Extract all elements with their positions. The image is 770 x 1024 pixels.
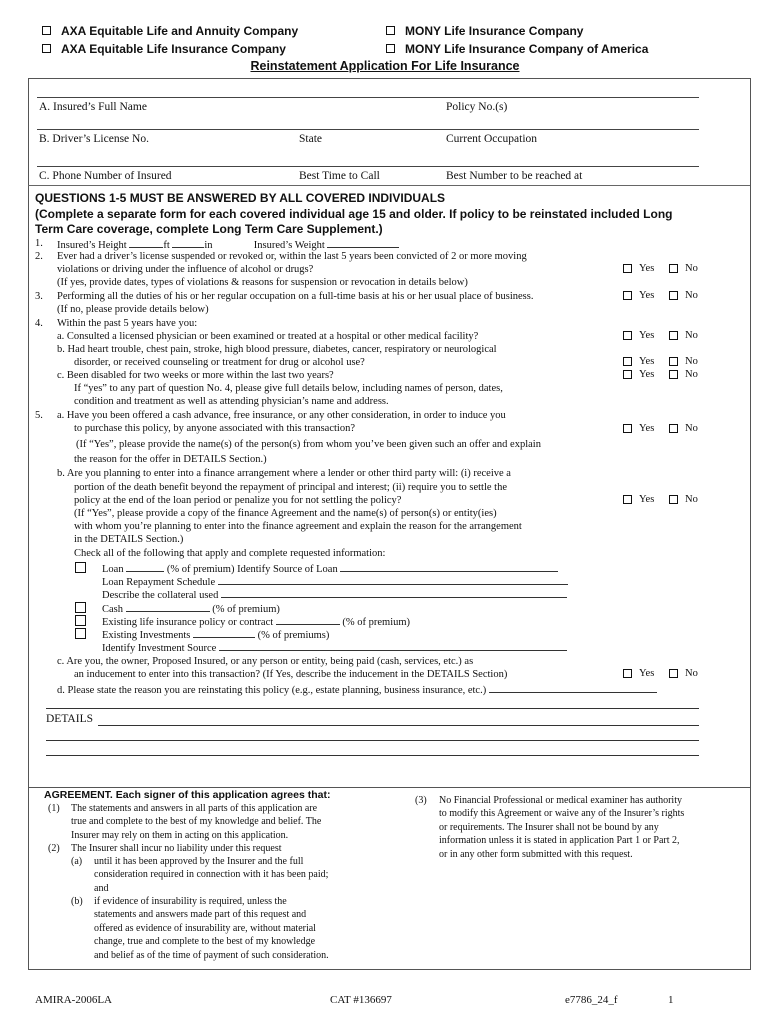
agreement-text: No Financial Professional or medical examiner has authority bbox=[439, 795, 682, 806]
q4b-yes-checkbox[interactable] bbox=[623, 357, 632, 366]
agreement-text: consideration required in connection with it has been paid; bbox=[94, 869, 329, 881]
existing-life-label: Existing life insurance policy or contract bbox=[102, 617, 274, 628]
q5b-yes-checkbox[interactable] bbox=[623, 495, 632, 504]
q3-yes-no bbox=[623, 290, 733, 303]
question-5d-row bbox=[57, 682, 657, 697]
agreement-text: offered as evidence of insurability are, without material bbox=[94, 922, 316, 934]
agreement-text: or requirements. The Insurer shall not be bound by any bbox=[439, 821, 659, 833]
no-label: No bbox=[685, 263, 698, 274]
details-line[interactable] bbox=[98, 725, 699, 726]
form-title-text: Reinstatement Application For Life Insurance bbox=[250, 59, 520, 73]
q4a-yes-no bbox=[623, 330, 733, 343]
question-4-note: If “yes” to any part of question No. 4, please give full details below, including names of person, dates, bbox=[74, 383, 503, 394]
agreement-item-3 bbox=[439, 794, 724, 861]
questions-subheading: Term Care coverage, complete Long Term Care Supplement.) bbox=[35, 222, 383, 236]
question-5b-text: b. Are you planning to enter into a finance arrangement where a lender or other third party will: (i) receive a bbox=[57, 468, 511, 479]
q2-yes-no bbox=[623, 263, 733, 276]
investment-source-row bbox=[102, 640, 567, 655]
q4c-yes-checkbox[interactable] bbox=[623, 370, 632, 379]
q5c-no-checkbox[interactable] bbox=[669, 669, 678, 678]
collateral-field[interactable] bbox=[221, 587, 567, 598]
occupation-label: Current Occupation bbox=[446, 133, 538, 145]
yes-label: Yes bbox=[639, 668, 655, 679]
agreement-text: information unless it is stated in application Part 1 or Part 2, bbox=[439, 835, 680, 847]
question-number: 4. bbox=[35, 318, 43, 329]
company-option-axa-ela bbox=[42, 24, 298, 38]
loan-source-label: (% of premium) Identify Source of Loan bbox=[166, 564, 338, 575]
best-number-label: Best Number to be reached at bbox=[446, 170, 583, 182]
insured-name-label: A. Insured’s Full Name bbox=[39, 101, 147, 113]
collateral-label: Describe the collateral used bbox=[102, 590, 219, 601]
no-label: No bbox=[685, 290, 698, 301]
loan-source-field[interactable] bbox=[340, 561, 558, 572]
height-in-field[interactable] bbox=[172, 237, 204, 248]
drivers-license-label: B. Driver’s License No. bbox=[39, 133, 149, 145]
yes-label: Yes bbox=[639, 356, 655, 367]
q2-no-checkbox[interactable] bbox=[669, 264, 678, 273]
company-checkbox[interactable] bbox=[42, 26, 51, 35]
no-label: No bbox=[685, 369, 698, 380]
question-2-note: (If yes, provide dates, types of violations & reasons for suspension or revocation in details below) bbox=[57, 277, 468, 288]
q4c-no-checkbox[interactable] bbox=[669, 370, 678, 379]
footer-page-number: 1 bbox=[668, 994, 674, 1006]
questions-subheading: (Complete a separate form for each covered individual age 15 and older. If policy to be reinstated included Long bbox=[35, 207, 673, 221]
existing-life-checkbox[interactable] bbox=[75, 615, 86, 626]
question-number: 3. bbox=[35, 291, 43, 302]
in-label: in bbox=[204, 240, 213, 251]
question-5b-note: in the DETAILS Section.) bbox=[74, 534, 184, 545]
q4a-no-checkbox[interactable] bbox=[669, 331, 678, 340]
question-3-text: Performing all the duties of his or her regular occupation on a full-time basis at his or her usual place of business. bbox=[57, 291, 534, 302]
company-checkbox[interactable] bbox=[386, 44, 395, 53]
details-line[interactable] bbox=[46, 740, 699, 741]
existing-life-pct-label: (% of premium) bbox=[342, 617, 411, 628]
q4b-yes-no bbox=[623, 356, 733, 369]
cash-pct-label: (% of premium) bbox=[212, 604, 280, 615]
question-4c-text: c. Been disabled for two weeks or more within the last two years? bbox=[57, 370, 334, 381]
cash-checkbox[interactable] bbox=[75, 602, 86, 613]
question-5a-text: a. Have you been offered a cash advance, free insurance, or any other consideration, in order to induce you bbox=[57, 410, 506, 421]
agreement-item-2: The Insurer shall incur no liability under this request bbox=[71, 843, 282, 854]
yes-label: Yes bbox=[639, 423, 655, 434]
agreement-text: until it has been approved by the Insurer and the full bbox=[94, 856, 304, 867]
q5b-yes-no bbox=[623, 494, 733, 507]
loan-pct-field[interactable] bbox=[126, 561, 164, 572]
existing-investments-checkbox[interactable] bbox=[75, 628, 86, 639]
section-divider bbox=[28, 185, 750, 186]
investment-source-label: Identify Investment Source bbox=[102, 643, 217, 654]
yes-label: Yes bbox=[639, 330, 655, 341]
policy-no-label: Policy No.(s) bbox=[446, 101, 508, 113]
question-5d-text: d. Please state the reason you are reinstating this policy (e.g., estate planning, business insurance, etc.) bbox=[57, 685, 487, 696]
company-label: AXA Equitable Life and Annuity Company bbox=[61, 24, 299, 38]
question-5a-text: to purchase this policy, by anyone associated with this transaction? bbox=[74, 423, 355, 434]
best-time-label: Best Time to Call bbox=[299, 170, 380, 182]
weight-label: Insured’s Weight bbox=[253, 240, 325, 251]
question-5a-note: the reason for the offer in DETAILS Section.) bbox=[74, 454, 267, 465]
question-5a-note: (If “Yes”, please provide the name(s) of the person(s) from whom you’ve been given such an offer and explain bbox=[76, 439, 541, 450]
company-checkbox[interactable] bbox=[386, 26, 395, 35]
q5a-yes-checkbox[interactable] bbox=[623, 424, 632, 433]
question-4b-text: b. Had heart trouble, chest pain, stroke, high blood pressure, diabetes, cancer, respiratory or neurological bbox=[57, 344, 497, 355]
loan-schedule-label: Loan Repayment Schedule bbox=[102, 577, 216, 588]
question-4-note: condition and treatment as well as attending physician’s name and address. bbox=[74, 396, 389, 407]
reinstate-reason-line bbox=[46, 708, 699, 709]
loan-label: Loan bbox=[102, 564, 124, 575]
agreement-item-1 bbox=[71, 802, 363, 842]
q5c-yes-no bbox=[623, 668, 733, 681]
phone-label: C. Phone Number of Insured bbox=[39, 170, 172, 182]
height-ft-field[interactable] bbox=[129, 237, 163, 248]
q5c-yes-checkbox[interactable] bbox=[623, 669, 632, 678]
yes-label: Yes bbox=[639, 290, 655, 301]
agreement-item-2b bbox=[94, 895, 363, 962]
question-5b-text: policy at the end of the loan period or penalize you for not settling the policy? bbox=[74, 495, 402, 506]
no-label: No bbox=[685, 423, 698, 434]
field-line bbox=[37, 166, 699, 167]
company-label: AXA Equitable Life Insurance Company bbox=[61, 42, 286, 56]
q3-no-checkbox[interactable] bbox=[669, 291, 678, 300]
existing-life-pct-field[interactable] bbox=[276, 614, 340, 625]
cash-pct-field[interactable] bbox=[126, 601, 210, 612]
agreement-item-2a bbox=[94, 855, 363, 895]
agreement-item-number: (a) bbox=[71, 856, 83, 867]
existing-investments-pct-label: (% of premiums) bbox=[257, 630, 330, 641]
collateral-row bbox=[102, 587, 567, 602]
state-label: State bbox=[299, 133, 322, 145]
questions-heading: QUESTIONS 1-5 MUST BE ANSWERED BY ALL COVERED INDIVIDUALS bbox=[35, 191, 446, 205]
q5a-yes-no bbox=[623, 423, 733, 436]
question-4b-text: disorder, or received counseling or treatment for drug or alcohol use? bbox=[74, 357, 365, 368]
existing-investments-label: Existing Investments bbox=[102, 630, 191, 641]
existing-investments-pct-field[interactable] bbox=[193, 627, 255, 638]
height-label: Insured’s Height bbox=[57, 240, 127, 251]
agreement-text: or in any other form submitted with this request. bbox=[439, 848, 633, 860]
cash-label: Cash bbox=[102, 604, 123, 615]
q4a-yes-checkbox[interactable] bbox=[623, 331, 632, 340]
question-2-text: violations or driving under the influence of alcohol or drugs? bbox=[57, 264, 314, 275]
company-checkbox[interactable] bbox=[42, 44, 51, 53]
agreement-text: true and complete to the best of my knowledge and belief. The bbox=[71, 816, 322, 828]
q2-yes-checkbox[interactable] bbox=[623, 264, 632, 273]
agreement-text: The statements and answers in all parts of this application are bbox=[71, 803, 318, 814]
q3-yes-checkbox[interactable] bbox=[623, 291, 632, 300]
question-3-note: (If no, please provide details below) bbox=[57, 304, 209, 315]
loan-schedule-field[interactable] bbox=[218, 574, 568, 585]
agreement-text: statements and answers made part of this request and bbox=[94, 909, 307, 921]
field-line bbox=[37, 97, 699, 98]
agreement-item-number: (1) bbox=[48, 803, 60, 814]
agreement-text: if evidence of insurability is required, unless the bbox=[94, 896, 287, 907]
question-5b-note: (If “Yes”, please provide a copy of the finance Agreement and the name(s) of person(s) or entity(ies) bbox=[74, 508, 497, 519]
loan-checkbox[interactable] bbox=[75, 562, 86, 573]
company-option-axa-eli bbox=[42, 42, 286, 56]
agreement-heading: AGREEMENT. Each signer of this application agrees that: bbox=[44, 789, 331, 801]
field-line bbox=[37, 129, 699, 130]
company-option-mony-america bbox=[386, 42, 648, 56]
footer-form-number: AMIRA-2006LA bbox=[35, 994, 112, 1006]
question-number: 5. bbox=[35, 410, 43, 421]
no-label: No bbox=[685, 330, 698, 341]
question-5c-text: c. Are you, the owner, Proposed Insured, or any person or entity, being paid (cash, services, etc.) as bbox=[57, 656, 474, 667]
yes-label: Yes bbox=[639, 369, 655, 380]
agreement-text: Insurer may rely on them in acting on this application. bbox=[71, 829, 289, 841]
company-option-mony bbox=[386, 24, 583, 38]
agreement-item-number: (b) bbox=[71, 896, 83, 907]
question-4-text: Within the past 5 years have you: bbox=[57, 318, 198, 329]
ft-label: ft bbox=[163, 240, 170, 251]
q4b-no-checkbox[interactable] bbox=[669, 357, 678, 366]
company-label: MONY Life Insurance Company of America bbox=[405, 42, 649, 56]
reinstate-reason-field[interactable] bbox=[489, 682, 657, 693]
question-number: 2. bbox=[35, 251, 43, 262]
question-4a-text: a. Consulted a licensed physician or been examined or treated at a hospital or other medical facility? bbox=[57, 331, 479, 342]
company-label: MONY Life Insurance Company bbox=[405, 24, 584, 38]
details-line[interactable] bbox=[46, 755, 699, 756]
question-number: 1. bbox=[35, 238, 43, 249]
no-label: No bbox=[685, 668, 698, 679]
footer-form-code: e7786_24_f bbox=[565, 994, 618, 1006]
question-5b-note: with whom you’re planning to enter into the finance agreement and explain the reason for the arrangement bbox=[74, 521, 522, 532]
agreement-text: change, true and complete to the best of my knowledge bbox=[94, 936, 316, 948]
weight-field[interactable] bbox=[327, 237, 399, 248]
agreement-text: and bbox=[94, 882, 109, 894]
yes-label: Yes bbox=[639, 494, 655, 505]
agreement-text: to modify this Agreement or waive any of the Insurer’s rights bbox=[439, 808, 685, 820]
footer-cat-number: CAT #136697 bbox=[330, 994, 392, 1006]
q4c-yes-no bbox=[623, 369, 733, 382]
question-5b-text: portion of the death benefit beyond the repayment of principal and interest; (ii) require you to settle the bbox=[74, 482, 507, 493]
q5a-no-checkbox[interactable] bbox=[669, 424, 678, 433]
no-label: No bbox=[685, 494, 698, 505]
question-2-text: Ever had a driver’s license suspended or revoked or, within the last 5 years been convicted of 2 or more moving bbox=[57, 251, 527, 262]
no-label: No bbox=[685, 356, 698, 367]
agreement-item-number: (3) bbox=[415, 795, 427, 806]
q5b-no-checkbox[interactable] bbox=[669, 495, 678, 504]
agreement-text: and belief as of the time of payment of such consideration. bbox=[94, 949, 329, 961]
yes-label: Yes bbox=[639, 263, 655, 274]
question-5b-instructions: Check all of the following that apply and complete requested information: bbox=[74, 548, 386, 559]
agreement-item-number: (2) bbox=[48, 843, 60, 854]
investment-source-field[interactable] bbox=[219, 640, 567, 651]
form-title bbox=[0, 59, 770, 73]
details-label: DETAILS bbox=[46, 713, 93, 725]
question-5c-text: an inducement to enter into this transaction? (If Yes, describe the inducement in the DETAILS Section) bbox=[74, 669, 508, 680]
